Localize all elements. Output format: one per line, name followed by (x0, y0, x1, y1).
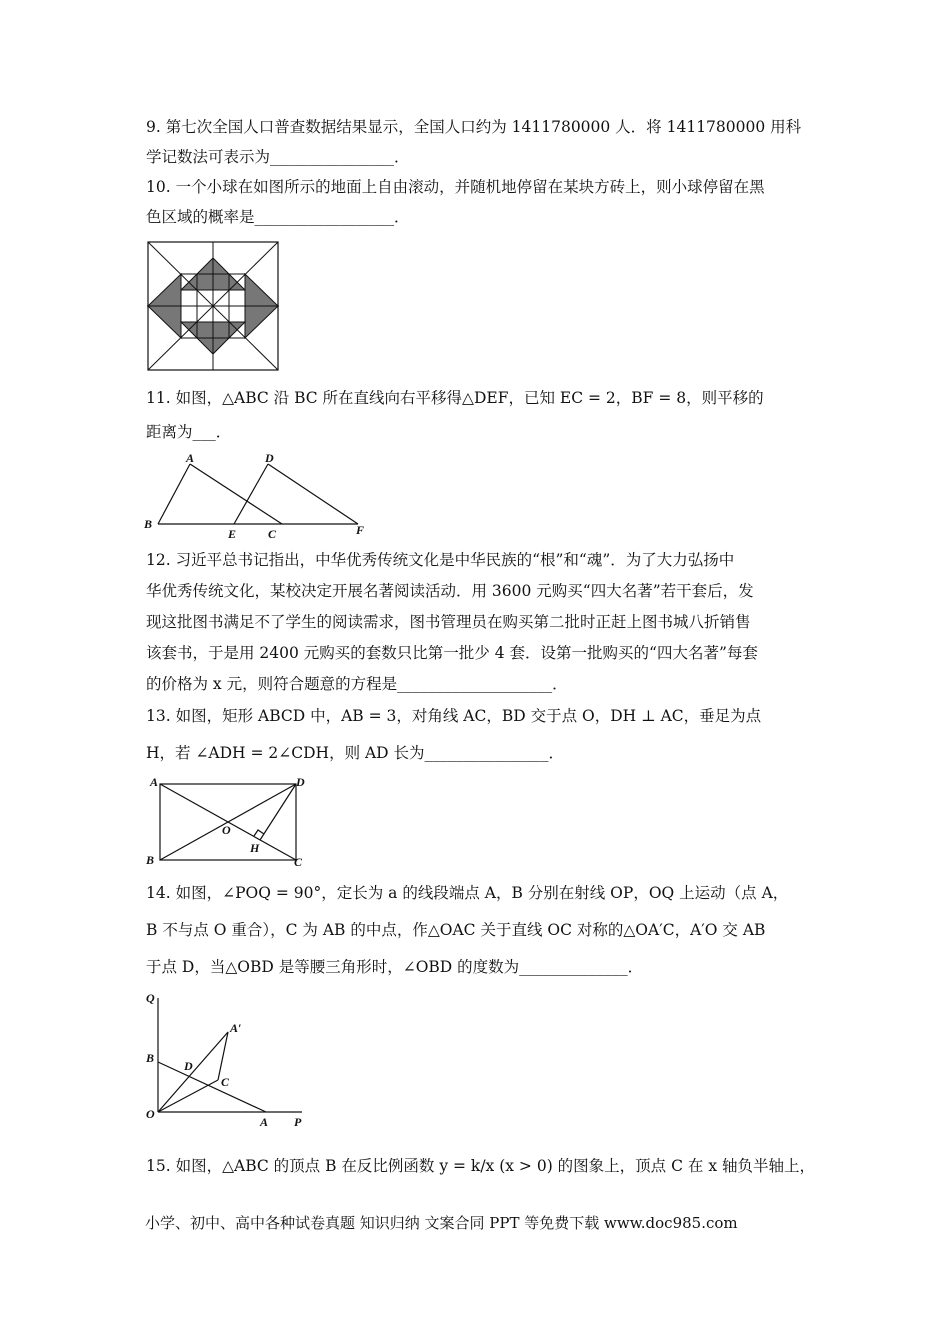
q14-line-2: B 不与点 O 重合），C 为 AB 的中点，作△OAC 关于直线 OC 对称的△OA′C，A′O 交 AB (146, 921, 766, 939)
q14-label-c: C (221, 1075, 230, 1089)
q13-label-h: H (250, 841, 260, 855)
q14-label-a-prime: A′ (230, 1021, 242, 1035)
q14-label-o: O (146, 1107, 155, 1121)
q13-line-1: 13. 如图，矩形 ABCD 中，AB = 3，对角线 AC，BD 交于点 O，DH ⊥ AC，垂足为点 (146, 707, 762, 725)
q14-line-3: 于点 D，当△OBD 是等腰三角形时，∠OBD 的度数为______________． (146, 958, 644, 976)
q14-line-1: 14. 如图，∠POQ = 90°，定长为 a 的线段端点 A，B 分别在射线 OP，OQ 上运动（点 A， (146, 884, 789, 902)
q12-line-5: 的价格为 x 元，则符合题意的方程是____________________． (146, 675, 568, 693)
q14-label-q: Q (146, 991, 155, 1005)
q11-label-d: D (265, 451, 274, 465)
q9-line-1: 9. 第七次全国人口普查数据结果显示，全国人口约为 1411780000 人．将 1411780000 用科 (146, 118, 802, 136)
q11-label-b: B (144, 517, 153, 531)
q13-line-2: H，若 ∠ADH = 2∠CDH，则 AD 长为________________． (146, 744, 565, 762)
q10-shaded-triangle (148, 274, 181, 306)
q12-line-3: 现这批图书满足不了学生的阅读需求，图书管理员在购买第二批时正赶上图书城八折销售 (146, 613, 751, 631)
q11-translation-figure (140, 448, 380, 540)
q9-line-2: 学记数法可表示为________________． (146, 148, 410, 166)
page-footer: 小学、初中、高中各种试卷真题 知识归纳 文案合同 PPT 等免费下载 www.doc985.com (145, 1214, 738, 1232)
q11-label-c: C (268, 527, 277, 540)
q11-label-f: F (356, 523, 365, 537)
q11-line-2: 距离为___． (146, 423, 232, 441)
q11-label-e: E (228, 527, 237, 540)
q10-shaded-triangle (245, 274, 278, 306)
q13-label-a: A (150, 775, 159, 789)
q10-line-2: 色区域的概率是__________________． (146, 208, 410, 226)
q11-label-a: A (186, 451, 195, 465)
q14-label-a: A (260, 1115, 269, 1129)
q13-label-o: O (222, 823, 231, 837)
q15-line-1: 15. 如图，△ABC 的顶点 B 在反比例函数 y = k/x (x > 0) 的图象上，顶点 C 在 x 轴负半轴上， (146, 1157, 815, 1175)
q12-line-4: 该套书，于是用 2400 元购买的套数只比第一批少 4 套．设第一批购买的“四大名著”每套 (146, 644, 758, 662)
q10-shaded-triangle (245, 306, 278, 338)
q13-rectangle-figure (144, 774, 314, 868)
q12-line-2: 华优秀传统文化，某校决定开展名著阅读活动．用 3600 元购买“四大名著”若干套后，发 (146, 582, 754, 600)
q10-line-1: 10. 一个小球在如图所示的地面上自由滚动，并随机地停留在某块方砖上，则小球停留在黑 (146, 178, 765, 196)
q14-label-b: B (146, 1051, 155, 1065)
q14-label-d: D (184, 1059, 193, 1073)
q14-label-p: P (294, 1115, 302, 1129)
q11-line-1: 11. 如图，△ABC 沿 BC 所在直线向右平移得△DEF，已知 EC = 2，BF = 8，则平移的 (146, 389, 764, 407)
q13-label-b: B (146, 853, 155, 867)
q10-shaded-triangle (148, 306, 181, 338)
q10-tile-figure (146, 240, 282, 372)
q12-line-1: 12. 习近平总书记指出，中华优秀传统文化是中华民族的“根”和“魂”．为了大力弘扬中 (146, 551, 735, 569)
q13-label-c: C (294, 855, 303, 868)
q14-reflection-figure (140, 988, 320, 1130)
q13-label-d: D (296, 775, 305, 789)
